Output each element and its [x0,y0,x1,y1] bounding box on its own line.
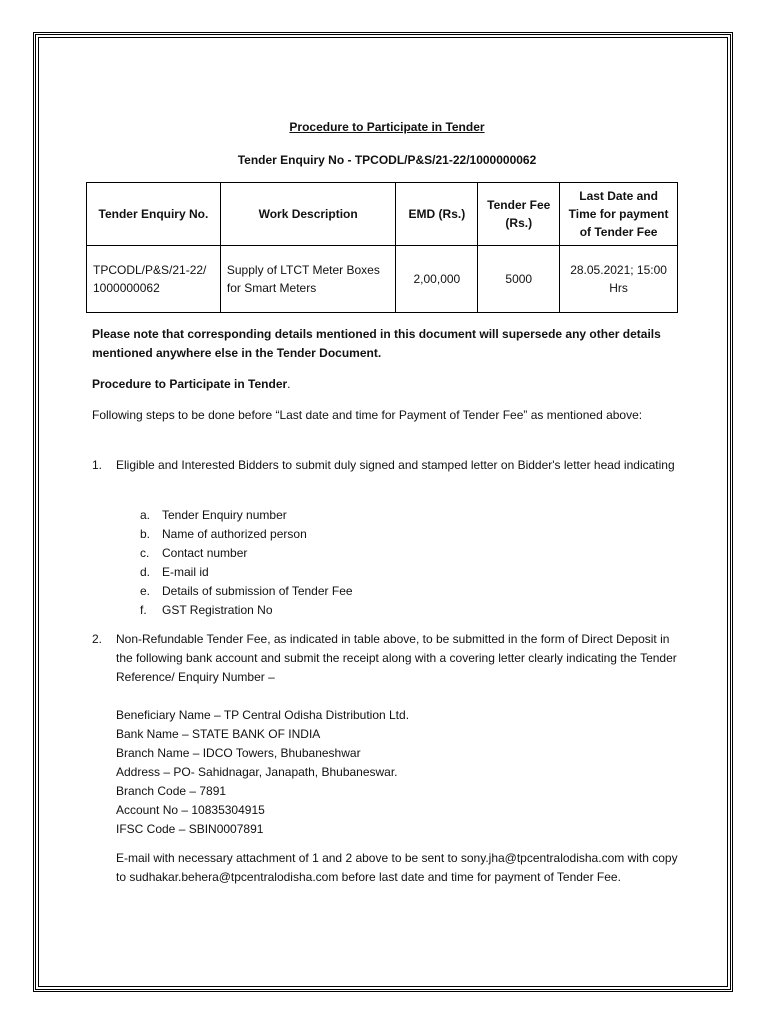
sub-item-text: Contact number [162,546,248,560]
cell-last-date: 28.05.2021; 15:00 Hrs [560,246,678,313]
bank-beneficiary: Beneficiary Name – TP Central Odisha Distribution Ltd. [116,708,410,722]
sub-item-text: E-mail id [162,565,209,579]
document-title: Procedure to Participate in Tender [289,120,485,134]
procedure-heading-text: Procedure to Participate in Tender [92,377,288,391]
bank-address: Address – PO- Sahidnagar, Janapath, Bhubaneswar. [116,765,398,779]
header-tender-fee: Tender Fee (Rs.) [478,183,560,246]
list-item-1 [92,456,682,475]
cell-enquiry-no: TPCODL/P&S/21-22/ 1000000062 [87,246,221,313]
procedure-heading-period: . [287,377,291,391]
list-item [140,582,353,601]
list-item-1-text: Eligible and Interested Bidders to submit duly signed and stamped letter on Bidder's letter head indicating [116,458,675,472]
list-item-2-number: 2. [92,632,103,646]
cell-tender-fee: 5000 [478,246,560,313]
tender-enquiry-subtitle: Tender Enquiry No - TPCODL/P&S/21-22/1000000062 [237,153,537,167]
sub-list [140,506,353,620]
bank-account-no: Account No – 10835304915 [116,803,265,817]
bank-ifsc: IFSC Code – SBIN0007891 [116,822,264,836]
list-item [140,563,353,582]
sub-item-text: Name of authorized person [162,527,307,541]
sub-item-label: d. [140,565,151,579]
header-enquiry-no: Tender Enquiry No. [87,183,221,246]
list-item-1-number: 1. [92,458,103,472]
list-item [140,506,353,525]
sub-item-text: GST Registration No [162,603,273,617]
sub-item-text: Tender Enquiry number [162,508,287,522]
sub-item-label: a. [140,508,151,522]
cell-emd: 2,00,000 [396,246,478,313]
sub-item-label: f. [140,603,147,617]
cell-work-description: Supply of LTCT Meter Boxes for Smart Meters [220,246,396,313]
table-row [87,246,678,313]
list-item-2 [92,630,682,687]
list-item [140,601,353,620]
sub-item-label: b. [140,527,151,541]
bank-name: Bank Name – STATE BANK OF INDIA [116,727,321,741]
table-header-row [87,183,678,246]
procedure-heading [92,375,682,394]
sub-item-label: e. [140,584,151,598]
bank-branch-code: Branch Code – 7891 [116,784,227,798]
bank-details [116,706,409,839]
supersede-note: Please note that corresponding details mentioned in this document will supersede any other details mentioned anywhere else in the Tender Document. [92,327,661,360]
email-instructions: E-mail with necessary attachment of 1 and 2 above to be sent to sony.jha@tpcentralodisha.com with copy to sudhakar.behera@tpcentralodisha.com before last date and time for payment of Tender Fee. [116,851,678,884]
steps-intro: Following steps to be done before “Last date and time for Payment of Tender Fee” as mentioned above: [92,408,643,422]
bank-branch-name: Branch Name – IDCO Towers, Bhubaneshwar [116,746,361,760]
list-item [140,544,353,563]
list-item [140,525,353,544]
header-block [92,118,682,180]
tender-table [86,182,678,313]
sub-item-label: c. [140,546,150,560]
list-item-2-text: Non-Refundable Tender Fee, as indicated in table above, to be submitted in the form of Direct Deposit in the following bank account and submit the receipt along with a covering letter clearly indicating the Tender Reference/ Enquiry Number – [116,632,677,684]
header-last-date: Last Date and Time for payment of Tender Fee [560,183,678,246]
sub-item-text: Details of submission of Tender Fee [162,584,353,598]
header-work-description: Work Description [220,183,396,246]
header-emd: EMD (Rs.) [396,183,478,246]
